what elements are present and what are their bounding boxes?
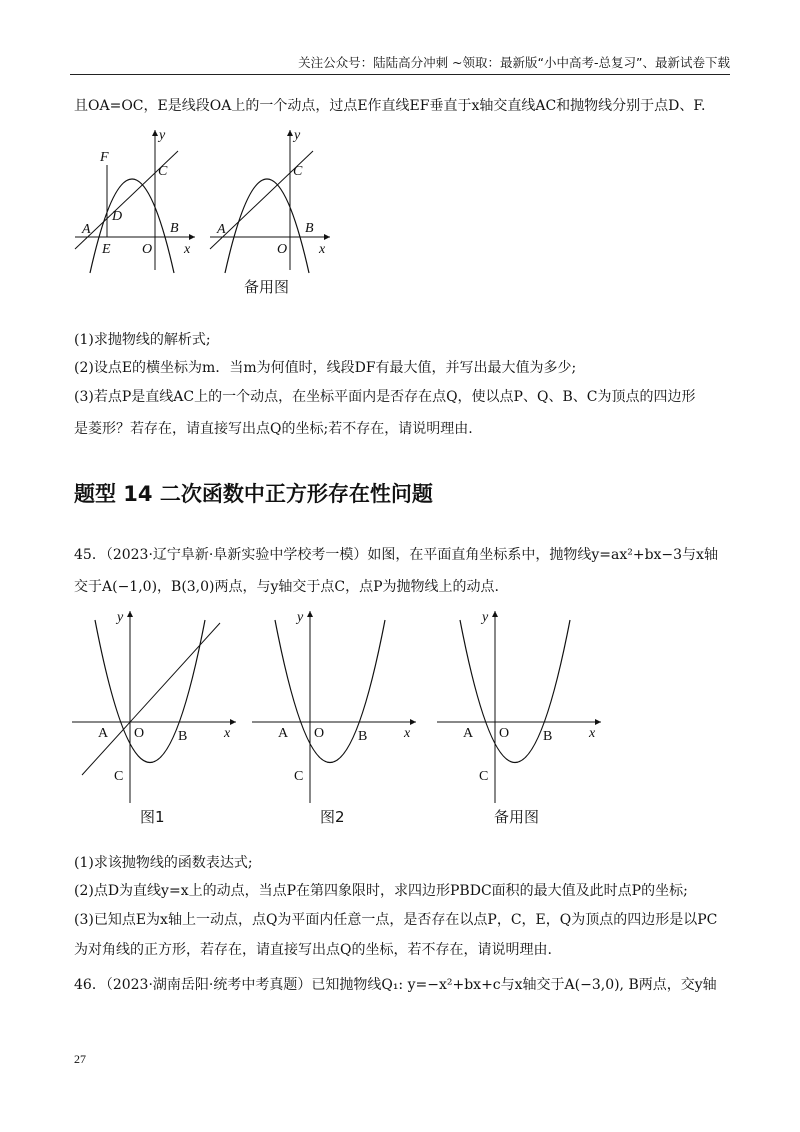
q45-line-2: 交于A(−1,0)，B(3,0)两点，与y轴交于点C，点P为抛物线上的动点. — [74, 579, 499, 595]
x-axis-arrow — [189, 234, 195, 240]
q45-caption-1: 图1 — [140, 808, 165, 826]
label-f: F — [100, 150, 109, 165]
q45-figure-1 — [70, 605, 240, 805]
label-c: C — [114, 769, 124, 784]
q45-figure-spare — [435, 605, 605, 805]
q44-figure-spare — [205, 125, 335, 275]
q46-line-1: 46．（2023·湖南岳阳·统考中考真题）已知抛物线Q₁: y=−x²+bx+c与x轴交于A(−3,0), B两点，交y轴 — [74, 977, 717, 993]
q45-part-1: (1)求该抛物线的函数表达式; — [74, 855, 253, 871]
label-b: B — [543, 729, 553, 744]
label-c: C — [293, 164, 303, 179]
y-axis-arrow — [152, 130, 158, 136]
label-x: x — [224, 726, 231, 741]
q44-spare-caption: 备用图 — [244, 278, 290, 296]
label-y: y — [159, 128, 166, 143]
x-axis-arrow — [324, 234, 330, 240]
q44-part-2: (2)设点E的横坐标为m．当m为何值时，线段DF有最大值，并写出最大值为多少; — [74, 360, 577, 376]
q45-figure-2 — [250, 605, 420, 805]
label-x: x — [589, 726, 596, 741]
label-o: O — [499, 726, 510, 741]
q44-part-3-cont: 是菱形？若存在，请直接写出点Q的坐标;若不存在，请说明理由. — [74, 421, 473, 437]
label-y: y — [482, 610, 489, 625]
label-e: E — [102, 242, 111, 257]
label-b: B — [178, 729, 188, 744]
q44-figure-1 — [70, 125, 200, 275]
y-axis-arrow — [307, 611, 313, 617]
label-a: A — [463, 726, 474, 741]
q44-part-1: (1)求抛物线的解析式; — [74, 332, 211, 348]
y-axis-arrow — [492, 611, 498, 617]
y-axis-arrow — [287, 130, 293, 136]
label-c: C — [479, 769, 489, 784]
label-o: O — [134, 726, 145, 741]
label-b: B — [170, 221, 179, 236]
q45-caption-2: 图2 — [320, 808, 345, 826]
label-y: y — [117, 610, 124, 625]
q45-part-2: (2)点D为直线y=x上的动点，当点P在第四象限时，求四边形PBDC面积的最大值及此时点P的坐标; — [74, 883, 688, 899]
parabola — [90, 179, 174, 273]
q45-caption-spare: 备用图 — [494, 808, 540, 826]
label-b: B — [305, 221, 314, 236]
page-header: 关注公众号：陆陆高分冲刺 ~领取：最新版“小中高考-总复习”、最新试卷下载 — [70, 54, 730, 75]
label-a: A — [217, 222, 226, 237]
label-y: y — [294, 128, 301, 143]
label-x: x — [319, 242, 326, 257]
label-y: y — [297, 610, 304, 625]
q44-intro: 且OA=OC，E是线段OA上的一个动点，过点E作直线EF垂直于x轴交直线AC和抛物线分别于点D、F. — [74, 98, 706, 114]
parabola — [275, 620, 385, 763]
parabola — [460, 620, 570, 763]
label-x: x — [404, 726, 411, 741]
label-a: A — [98, 726, 109, 741]
x-axis-arrow — [410, 719, 416, 725]
label-o: O — [314, 726, 325, 741]
section-title: 题型 14 二次函数中正方形存在性问题 — [74, 482, 433, 506]
y-axis-arrow — [127, 611, 133, 617]
q45-line-1: 45．（2023·辽宁阜新·阜新实验中学校考一模）如图，在平面直角坐标系中，抛物线y=ax²+bx−3与x轴 — [74, 547, 718, 563]
label-d: D — [112, 209, 123, 224]
q44-part-3: (3)若点P是直线AC上的一个动点，在坐标平面内是否存在点Q，使以点P、Q、B、C为顶点的四边形 — [74, 389, 696, 405]
label-o: O — [142, 242, 153, 257]
parabola — [95, 620, 205, 763]
label-c: C — [158, 164, 168, 179]
q45-part-3: (3)已知点E为x轴上一动点，点Q为平面内任意一点，是否存在以点P，C，E，Q为顶点的四边形是以PC — [74, 912, 718, 928]
label-a: A — [278, 726, 289, 741]
label-b: B — [358, 729, 368, 744]
x-axis-arrow — [595, 719, 601, 725]
label-o: O — [277, 242, 288, 257]
label-x: x — [184, 242, 191, 257]
page-number: 27 — [74, 1052, 86, 1066]
q45-part-3-cont: 为对角线的正方形，若存在，请直接写出点Q的坐标，若不存在，请说明理由. — [74, 942, 552, 958]
x-axis-arrow — [230, 719, 236, 725]
line-y-eq-x — [82, 623, 220, 775]
parabola — [225, 179, 309, 273]
label-c: C — [294, 769, 304, 784]
label-a: A — [82, 222, 91, 237]
